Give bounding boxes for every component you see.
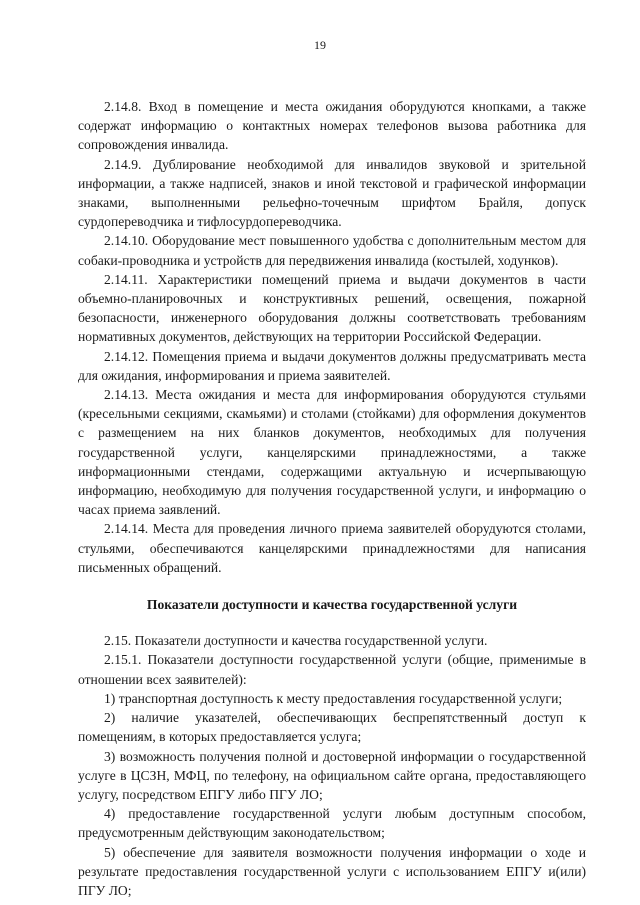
paragraph-2-14-10: 2.14.10. Оборудование мест повышенного удобства с дополнительным местом для собаки-проводника и устройств для передвижения инвалида (костылей, ходунков).: [78, 233, 586, 268]
paragraph-2-14-9: 2.14.9. Дублирование необходимой для инвалидов звуковой и зрительной информации, а также надписей, знаков и иной текстовой и графической информации знаками, выполненными рельефно-точечным шрифтом Брайля, допуск сурдопереводчика и тифлосурдопереводчика.: [78, 156, 586, 230]
paragraph-2-14-13: 2.14.13. Места ожидания и места для информирования оборудуются стульями (кресельными секциями, скамьями) и столами (стойками) для оформления документов с размещением на них бланков документов, необходимых для получения государственной услуги, канцелярскими принадлежностями, а также информационными стендами, содержащими актуальную и исчерпывающую информацию, необходимую для получения государственной услуги, и информацию о часах приема заявлений.: [78, 387, 586, 518]
paragraph-2-14-11: 2.14.11. Характеристики помещений приема и выдачи документов в части объемно-планировочных и конструктивных решений, освещения, пожарной безопасности, инженерного оборудования должны соответствовать требованиям нормативных документов, действующих на территории Российской Федерации.: [78, 271, 586, 345]
list-item-4: 4) предоставление государственной услуги любым доступным способом, предусмотренным действующим законодательством;: [78, 806, 586, 841]
list-item-5: 5) обеспечение для заявителя возможности получения информации о ходе и результате предоставления государственной услуги с использованием ЕПГУ и(или) ПГУ ЛО;: [78, 844, 586, 898]
paragraph-2-15-1: 2.15.1. Показатели доступности государственной услуги (общие, применимые в отношении всех заявителей):: [78, 652, 586, 687]
list-item-1: 1) транспортная доступность к месту предоставления государственной услуги;: [104, 690, 563, 706]
section-heading: Показатели доступности и качества государственной услуги: [146, 597, 518, 613]
list-item-3: 3) возможность получения полной и достоверной информации о государственной услуге в ЦСЗН, МФЦ, по телефону, на официальном сайте органа, предоставляющего услугу, посредством ЕПГУ либо ПГУ ЛО;: [78, 748, 586, 802]
document-body: [78, 97, 586, 900]
page-number: 19: [314, 38, 326, 52]
paragraph-2-14-14: 2.14.14. Места для проведения личного приема заявителей оборудуются столами, стульями, обеспечиваются канцелярскими принадлежностями для написания письменных обращений.: [78, 521, 586, 575]
paragraph-2-14-8: 2.14.8. Вход в помещение и места ожидания оборудуются кнопками, а также содержат информацию о контактных номерах телефонов вызова работника для сопровождения инвалида.: [78, 99, 586, 153]
list-item-2: 2) наличие указателей, обеспечивающих беспрепятственный доступ к помещениям, в которых предоставляется услуга;: [78, 710, 586, 745]
paragraph-2-14-12: 2.14.12. Помещения приема и выдачи документов должны предусматривать места для ожидания, информирования и приема заявителей.: [78, 348, 586, 383]
paragraph-2-15: 2.15. Показатели доступности и качества государственной услуги.: [104, 633, 488, 649]
